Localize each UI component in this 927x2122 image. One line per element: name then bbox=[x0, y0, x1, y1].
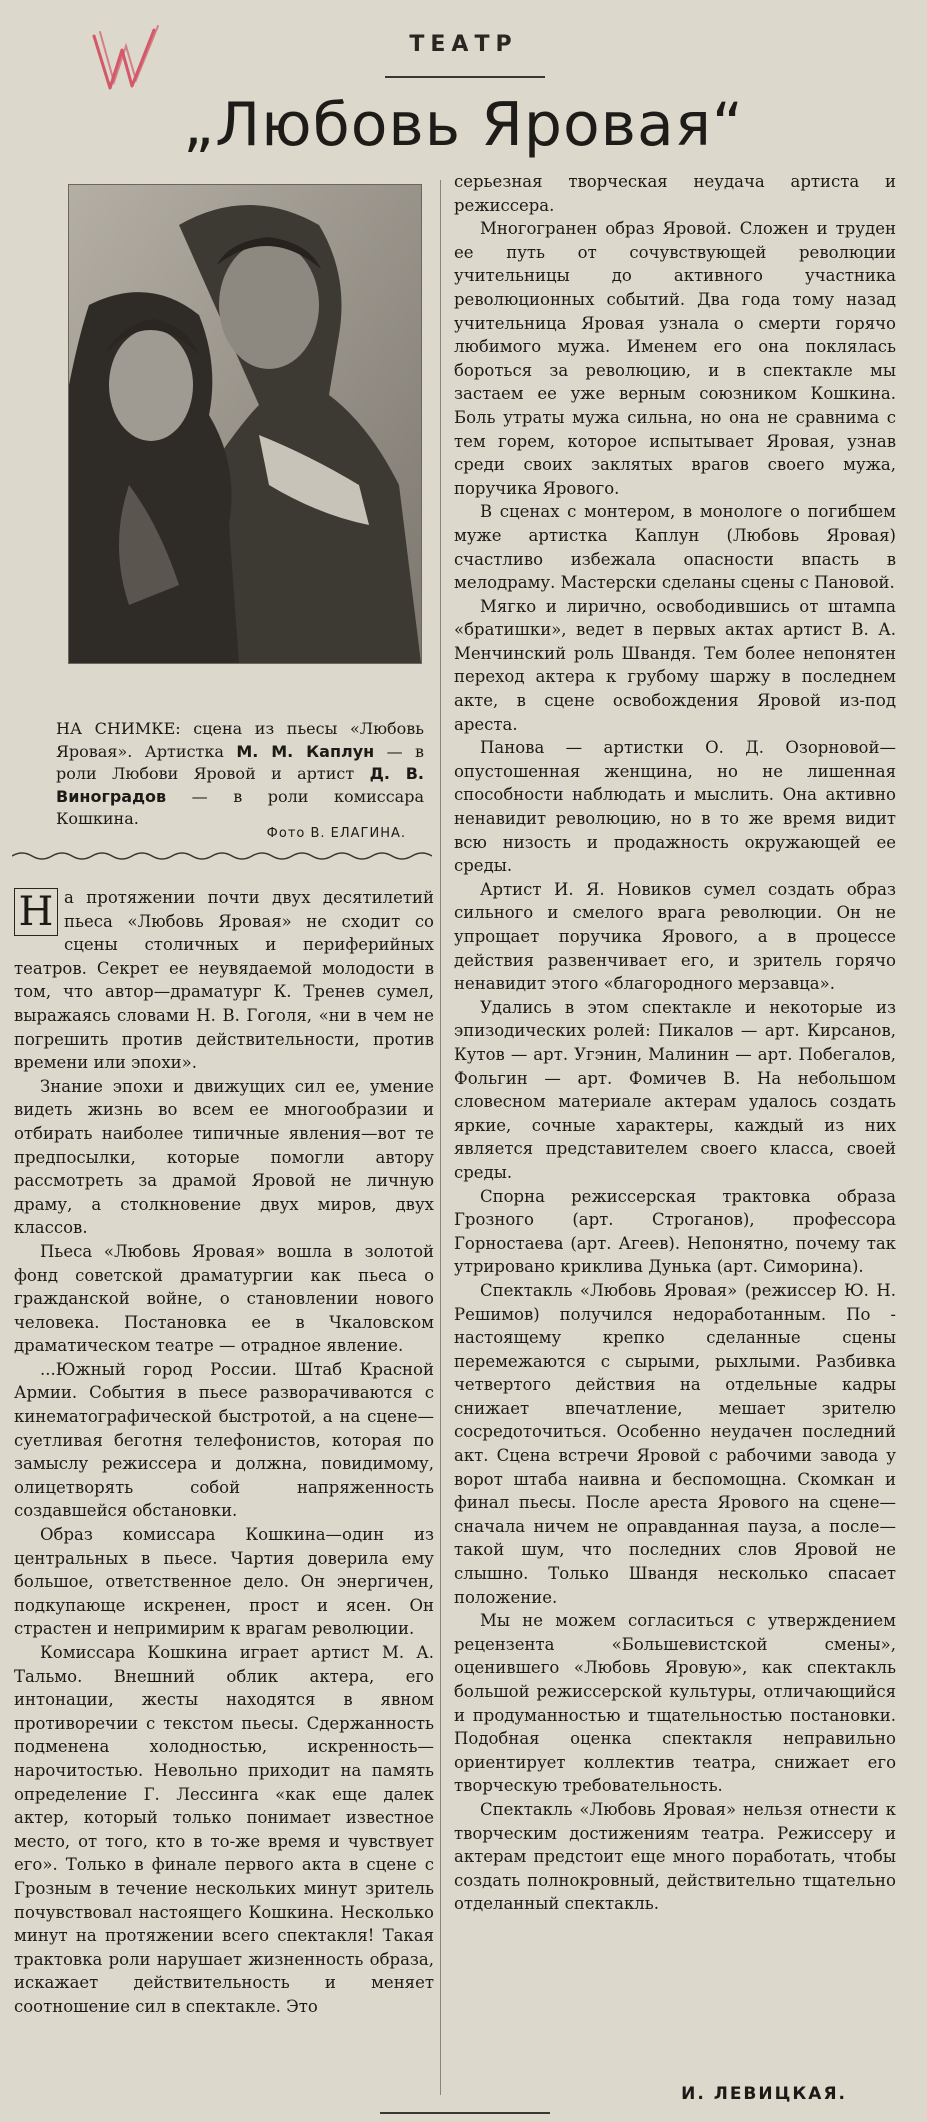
article-paragraph: Спектакль «Любовь Яровая» нельзя отнести к творческим достижениям театра. Режиссеру и актерам предстоит еще много поработать, чтобы создать полнокровный, действительно тщательно отделанный спектакль. bbox=[454, 1799, 896, 1914]
drop-initial: Н bbox=[14, 888, 58, 936]
article-paragraph: серьезная творческая неудача артиста и режиссера. bbox=[454, 172, 896, 215]
article-paragraph: Пьеса «Любовь Яровая» вошла в золотой фонд советской драматургии как пьеса о гражданской войне, о становлении нового человека. Постановка ее в Чкаловском драматическом театре — отрадное явление. bbox=[14, 1241, 434, 1356]
article-paragraph: Артист И. Я. Новиков сумел создать образ сильного и смелого врага революции. Он не упрощает поручика Ярового, а в процессе действия развенчивает его, и зритель горячо ненавидит этого «благородного мерзавца». bbox=[454, 879, 896, 994]
wavy-divider bbox=[12, 850, 432, 862]
article-paragraph: Спектакль «Любовь Яровая» (режиссер Ю. Н. Решимов) получился недоработанным. По - настоящему крепко сделанные сцены перемежаются с сырыми, рыхлыми. Разбивка четвертого действия на отдельные кадры снижает впечатление, мешает зрителю сосредоточиться. Особенно неудачен последний акт. Сцена встречи Яровой с рабочими завода у ворот штаба наивна и беспомощна. Скомкан и финал пьесы. После ареста Ярового на сцене—сначала ничем не оправданная пауза, а после—такой шум, что последних слов Яровой не слышно. Только Швандя несколько спасает положение. bbox=[454, 1280, 896, 1607]
paragraph-text: а протяжении почти двух десятилетий пьеса «Любовь Яровая» не сходит со сцены столичных и периферийных театров. Секрет ее неувядаемой молодости в том, что автор—драматург К. Тренев сумел, выражаясь словами Н. В. Гоголя, «ни в чем не погрешить против действительности, против времени или эпохи». bbox=[14, 888, 434, 1073]
article-paragraph: Спорна режиссерская трактовка образа Грозного (арт. Строганов), профессора Горностаева (арт. Агеев). Непонятно, почему так утрировано криклива Дунька (арт. Симорина). bbox=[454, 1186, 896, 1277]
article-paragraph: Удались в этом спектакле и некоторые из эпизодических ролей: Пикалов — арт. Кирсанов, Кутов — арт. Угэнин, Малинин — арт. Побегалов, Фольгин — арт. Фомичев В. На небольшом словесном материале актерам удалось создать яркие, сочные характеры, каждый из них является представителем своего класса, своей среды. bbox=[454, 997, 896, 1182]
article-paragraph: Мягко и лирично, освободившись от штампа «братишки», ведет в первых актах артист В. А. Менчинский роль Швандя. Тем более непонятен переход актера к грубому шаржу в последнем акте, в сцене освобождения Яровой из-под ареста. bbox=[454, 596, 896, 734]
author-signature: И. ЛЕВИЦКАЯ. bbox=[681, 2084, 847, 2104]
article-paragraph: Комиссара Кошкина играет артист М. А. Тальмо. Внешний облик актера, его интонации, жесты находятся в явном противоречии с текстом пьесы. Сдержанность подменена холодностью, искренность—нарочитостью. Невольно приходит на память определение Г. Лессинга «как еще далек актер, который только понимает известное место, от того, кто в то-же время и чувствует его». Только в финале первого акта в сцене с Грозным в течение нескольких минут зритель почувствовал настоящего Кошкина. Несколько минут на протяжении всего спектакля! Такая трактовка роли нарушает жизненность образа, искажает действительность и меняет соотношение сил в спектакле. Это bbox=[14, 1643, 434, 2016]
bottom-rule bbox=[380, 2112, 550, 2114]
article-paragraph: ...Южный город России. Штаб Красной Армии. События в пьесе разворачиваются с кинематографической быстротой, а на сцене—суетливая беготня телефонистов, которая по замыслу режиссера и должна, повидимому, олицетворять собой напряженность создавшейся обстановки. bbox=[14, 1359, 434, 1521]
article-paragraph: Панова — артистки О. Д. Озорновой—опустошенная женщина, но не лишенная способности наблюдать и мыслить. Она активно ненавидит революцию, но в то же время видит всю низость и продажность окружающей ее среды. bbox=[454, 738, 896, 876]
article-paragraph: Мы не можем согласиться с утверждением рецензента «Большевистской смены», оценившего «Любовь Яровую», как спектакль большой режиссерской культуры, отличающийся и продуманностью и тщательностью постановки. Подобная оценка спектакля неправильно ориентирует коллектив театра, снижает его творческую требовательность. bbox=[454, 1611, 896, 1796]
article-column-left bbox=[14, 886, 434, 2019]
article-column-right bbox=[454, 170, 896, 1916]
article-paragraph: В сценах с монтером, в монологе о погибшем муже артистка Каплун (Любовь Яровая) счастливо избежала опасности впасть в мелодраму. Мастерски сделаны сцены с Пановой. bbox=[454, 502, 896, 593]
caption-actress: М. М. Каплун bbox=[236, 741, 375, 761]
article-paragraph: Многогранен образ Яровой. Сложен и труден ее путь от сочувствующей революции учительницы до активного участника революционных событий. Два года тому назад учительница Яровая узнала о смерти горячо любимого мужа. Именем его она поклялась бороться за революцию, и в спектакле мы застаем ее уже верным союзником Кошкина. Боль утраты мужа сильна, но она не сравнима с тем горем, которое испытывает Яровая, узнав среди своих заклятых врагов своего мужа, поручика Ярового. bbox=[454, 219, 896, 498]
article-paragraph bbox=[14, 886, 434, 1075]
article-paragraph: Знание эпохи и движущих сил ее, умение видеть жизнь во всем ее многообразии и отбирать наиболее типичные явления—вот те предпосылки, которые помогли автору рассмотреть за драмой Яровой не личную драму, а столкновение двух миров, двух классов. bbox=[14, 1076, 434, 1238]
photo-caption bbox=[56, 718, 424, 831]
caption-text: НА СНИМКЕ: сцена из пьесы «Любовь Яровая». Артистка bbox=[56, 719, 424, 761]
caption-text: — в роли Любови Яровой и артист bbox=[56, 741, 425, 783]
scene-photo-image bbox=[69, 185, 421, 663]
caption-actor: Д. В. Виноградов bbox=[56, 764, 424, 806]
caption-text: — в роли комиссара Кошкина. bbox=[56, 786, 424, 828]
article-photo bbox=[68, 184, 422, 664]
article-headline: „Любовь Яровая“ bbox=[182, 90, 744, 160]
column-rule bbox=[440, 180, 441, 2095]
header-rule bbox=[385, 76, 545, 78]
article-paragraph: Образ комиссара Кошкина—один из центральных в пьесе. Чартия доверила ему большое, ответственное дело. Он энергичен, подкупающе искренен, прост и ясен. Он страстен и непримирим к врагам революции. bbox=[14, 1525, 434, 1639]
photo-credit: Фото В. ЕЛАГИНА. bbox=[266, 826, 406, 841]
section-header: ТЕАТР bbox=[409, 32, 518, 57]
